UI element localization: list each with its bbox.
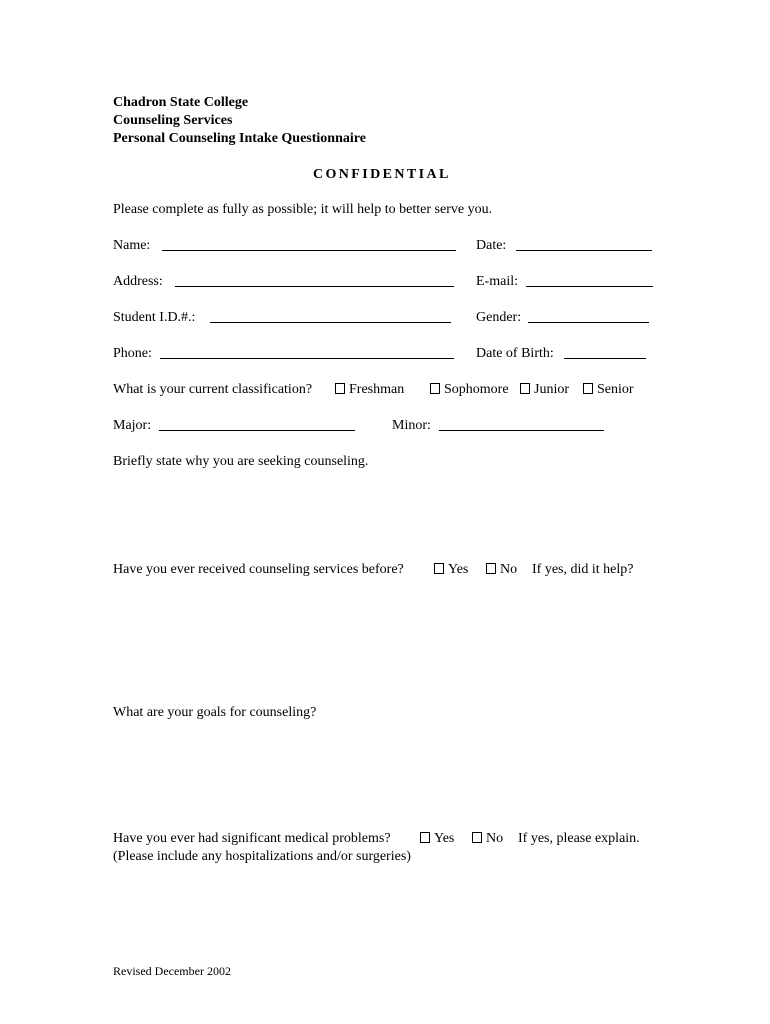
medical-question: Have you ever had significant medical problems?	[113, 831, 391, 846]
option-label: Sophomore	[444, 382, 509, 397]
email-field[interactable]	[526, 286, 653, 287]
classification-option-sophomore[interactable]	[430, 382, 509, 398]
reason-answer-area[interactable]	[113, 474, 658, 554]
name-label: Name:	[113, 238, 151, 253]
major-field[interactable]	[159, 430, 355, 431]
email-label: E-mail:	[476, 274, 518, 289]
student-id-field[interactable]	[210, 322, 451, 323]
dob-field[interactable]	[564, 358, 646, 359]
revision-note: Revised December 2002	[113, 964, 231, 978]
instructions-text: Please complete as fully as possible; it will help to better serve you.	[113, 202, 493, 217]
date-field[interactable]	[516, 250, 652, 251]
major-label: Major:	[113, 418, 152, 433]
medical-yes[interactable]	[420, 831, 454, 847]
dob-label: Date of Birth:	[476, 346, 554, 361]
institution-name: Chadron State College	[113, 95, 249, 110]
classification-option-senior[interactable]	[583, 382, 634, 398]
option-label: No	[500, 562, 518, 577]
prior-counseling-no[interactable]	[486, 562, 517, 578]
student-id-label: Student I.D.#.:	[113, 310, 196, 325]
prior-counseling-answer-area[interactable]	[113, 584, 658, 694]
option-label: Senior	[597, 382, 634, 397]
medical-no[interactable]	[472, 831, 503, 847]
goals-question: What are your goals for counseling?	[113, 705, 317, 720]
medical-answer-area[interactable]	[113, 870, 658, 950]
option-label: Freshman	[349, 382, 405, 397]
checkbox-icon[interactable]	[583, 383, 593, 394]
prior-counseling-yes[interactable]	[434, 562, 468, 578]
option-label: Yes	[434, 831, 455, 846]
medical-followup: If yes, please explain.	[518, 831, 640, 846]
confidential-heading: CONFIDENTIAL	[313, 167, 451, 182]
classification-question: What is your current classification?	[113, 382, 313, 397]
name-field[interactable]	[162, 250, 456, 251]
checkbox-icon[interactable]	[434, 563, 444, 574]
goals-answer-area[interactable]	[113, 725, 658, 825]
option-label: No	[486, 831, 504, 846]
checkbox-icon[interactable]	[520, 383, 530, 394]
date-label: Date:	[476, 238, 507, 253]
phone-label: Phone:	[113, 346, 152, 361]
checkbox-icon[interactable]	[472, 832, 482, 843]
address-field[interactable]	[175, 286, 454, 287]
checkbox-icon[interactable]	[420, 832, 430, 843]
option-label: Yes	[448, 562, 469, 577]
prior-counseling-followup: If yes, did it help?	[532, 562, 634, 577]
address-label: Address:	[113, 274, 163, 289]
form-title: Personal Counseling Intake Questionnaire	[113, 131, 366, 146]
phone-field[interactable]	[160, 358, 454, 359]
reason-question: Briefly state why you are seeking counseling.	[113, 454, 369, 469]
department-name: Counseling Services	[113, 113, 233, 128]
checkbox-icon[interactable]	[486, 563, 496, 574]
prior-counseling-question: Have you ever received counseling services before?	[113, 562, 404, 577]
checkbox-icon[interactable]	[430, 383, 440, 394]
minor-label: Minor:	[392, 418, 431, 433]
checkbox-icon[interactable]	[335, 383, 345, 394]
classification-option-freshman[interactable]	[335, 382, 404, 398]
minor-field[interactable]	[439, 430, 604, 431]
medical-note: (Please include any hospitalizations and/or surgeries)	[113, 849, 411, 864]
gender-label: Gender:	[476, 310, 522, 325]
classification-option-junior[interactable]	[520, 382, 569, 398]
option-label: Junior	[534, 382, 569, 397]
gender-field[interactable]	[528, 322, 649, 323]
